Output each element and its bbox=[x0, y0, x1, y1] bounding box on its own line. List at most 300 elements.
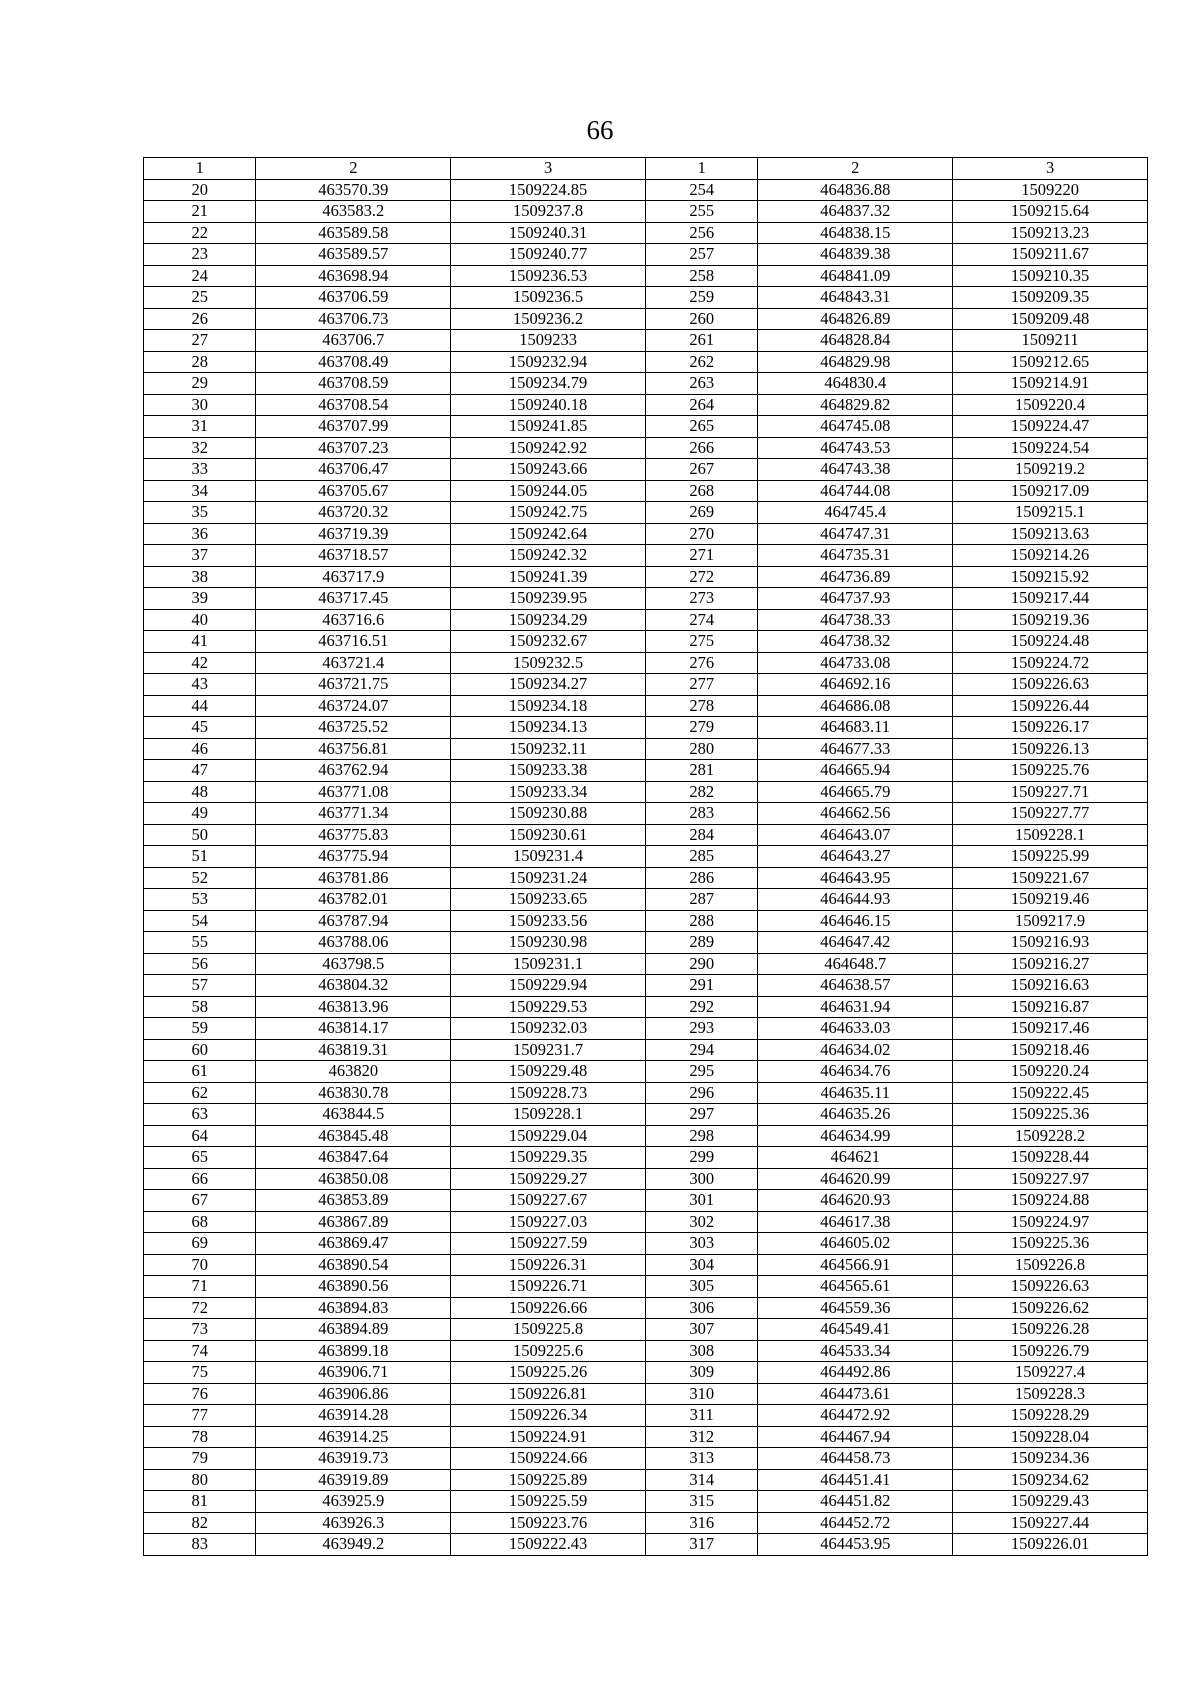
point-number-cell: 41 bbox=[144, 631, 256, 653]
table-row bbox=[144, 502, 1148, 524]
x-coordinate-cell: 463706.73 bbox=[256, 308, 451, 330]
y-coordinate-cell: 1509227.71 bbox=[953, 781, 1148, 803]
table-row bbox=[144, 760, 1148, 782]
point-number-cell: 279 bbox=[645, 717, 757, 739]
point-number-cell: 311 bbox=[645, 1405, 757, 1427]
point-number-cell: 301 bbox=[645, 1190, 757, 1212]
point-number-cell: 270 bbox=[645, 523, 757, 545]
point-number-cell: 71 bbox=[144, 1276, 256, 1298]
point-number-cell: 62 bbox=[144, 1082, 256, 1104]
point-number-cell: 57 bbox=[144, 975, 256, 997]
y-coordinate-cell: 1509226.81 bbox=[451, 1383, 646, 1405]
table-row bbox=[144, 1426, 1148, 1448]
x-coordinate-cell: 463925.9 bbox=[256, 1491, 451, 1513]
point-number-cell: 297 bbox=[645, 1104, 757, 1126]
header-cell: 1 bbox=[645, 158, 757, 180]
point-number-cell: 55 bbox=[144, 932, 256, 954]
y-coordinate-cell: 1509209.35 bbox=[953, 287, 1148, 309]
x-coordinate-cell: 463775.94 bbox=[256, 846, 451, 868]
x-coordinate-cell: 463894.89 bbox=[256, 1319, 451, 1341]
y-coordinate-cell: 1509233.38 bbox=[451, 760, 646, 782]
x-coordinate-cell: 463914.25 bbox=[256, 1426, 451, 1448]
y-coordinate-cell: 1509230.88 bbox=[451, 803, 646, 825]
x-coordinate-cell: 463698.94 bbox=[256, 265, 451, 287]
y-coordinate-cell: 1509241.39 bbox=[451, 566, 646, 588]
y-coordinate-cell: 1509220 bbox=[953, 179, 1148, 201]
y-coordinate-cell: 1509234.29 bbox=[451, 609, 646, 631]
y-coordinate-cell: 1509226.79 bbox=[953, 1340, 1148, 1362]
y-coordinate-cell: 1509213.23 bbox=[953, 222, 1148, 244]
y-coordinate-cell: 1509225.99 bbox=[953, 846, 1148, 868]
point-number-cell: 67 bbox=[144, 1190, 256, 1212]
x-coordinate-cell: 464451.82 bbox=[758, 1491, 953, 1513]
x-coordinate-cell: 463720.32 bbox=[256, 502, 451, 524]
x-coordinate-cell: 463756.81 bbox=[256, 738, 451, 760]
point-number-cell: 54 bbox=[144, 910, 256, 932]
y-coordinate-cell: 1509219.36 bbox=[953, 609, 1148, 631]
x-coordinate-cell: 464635.11 bbox=[758, 1082, 953, 1104]
table-row bbox=[144, 652, 1148, 674]
x-coordinate-cell: 464662.56 bbox=[758, 803, 953, 825]
table-row bbox=[144, 1147, 1148, 1169]
point-number-cell: 276 bbox=[645, 652, 757, 674]
point-number-cell: 22 bbox=[144, 222, 256, 244]
y-coordinate-cell: 1509243.66 bbox=[451, 459, 646, 481]
y-coordinate-cell: 1509233.34 bbox=[451, 781, 646, 803]
y-coordinate-cell: 1509222.45 bbox=[953, 1082, 1148, 1104]
point-number-cell: 308 bbox=[645, 1340, 757, 1362]
x-coordinate-cell: 463718.57 bbox=[256, 545, 451, 567]
table-row bbox=[144, 1405, 1148, 1427]
y-coordinate-cell: 1509236.5 bbox=[451, 287, 646, 309]
point-number-cell: 80 bbox=[144, 1469, 256, 1491]
y-coordinate-cell: 1509224.66 bbox=[451, 1448, 646, 1470]
x-coordinate-cell: 463894.83 bbox=[256, 1297, 451, 1319]
x-coordinate-cell: 464451.41 bbox=[758, 1469, 953, 1491]
table-row bbox=[144, 1233, 1148, 1255]
x-coordinate-cell: 464829.82 bbox=[758, 394, 953, 416]
point-number-cell: 274 bbox=[645, 609, 757, 631]
y-coordinate-cell: 1509228.3 bbox=[953, 1383, 1148, 1405]
y-coordinate-cell: 1509214.26 bbox=[953, 545, 1148, 567]
point-number-cell: 275 bbox=[645, 631, 757, 653]
x-coordinate-cell: 463708.54 bbox=[256, 394, 451, 416]
point-number-cell: 33 bbox=[144, 459, 256, 481]
point-number-cell: 21 bbox=[144, 201, 256, 223]
x-coordinate-cell: 463706.47 bbox=[256, 459, 451, 481]
header-cell: 3 bbox=[451, 158, 646, 180]
y-coordinate-cell: 1509226.8 bbox=[953, 1254, 1148, 1276]
y-coordinate-cell: 1509222.43 bbox=[451, 1534, 646, 1556]
y-coordinate-cell: 1509220.24 bbox=[953, 1061, 1148, 1083]
point-number-cell: 70 bbox=[144, 1254, 256, 1276]
point-number-cell: 259 bbox=[645, 287, 757, 309]
table-row bbox=[144, 351, 1148, 373]
point-number-cell: 35 bbox=[144, 502, 256, 524]
point-number-cell: 69 bbox=[144, 1233, 256, 1255]
point-number-cell: 46 bbox=[144, 738, 256, 760]
y-coordinate-cell: 1509223.76 bbox=[451, 1512, 646, 1534]
y-coordinate-cell: 1509225.8 bbox=[451, 1319, 646, 1341]
x-coordinate-cell: 464648.7 bbox=[758, 953, 953, 975]
y-coordinate-cell: 1509239.95 bbox=[451, 588, 646, 610]
y-coordinate-cell: 1509213.63 bbox=[953, 523, 1148, 545]
x-coordinate-cell: 463705.67 bbox=[256, 480, 451, 502]
table-row bbox=[144, 1168, 1148, 1190]
y-coordinate-cell: 1509242.64 bbox=[451, 523, 646, 545]
x-coordinate-cell: 463890.54 bbox=[256, 1254, 451, 1276]
x-coordinate-cell: 464837.32 bbox=[758, 201, 953, 223]
x-coordinate-cell: 463867.89 bbox=[256, 1211, 451, 1233]
point-number-cell: 273 bbox=[645, 588, 757, 610]
point-number-cell: 280 bbox=[645, 738, 757, 760]
y-coordinate-cell: 1509229.48 bbox=[451, 1061, 646, 1083]
point-number-cell: 77 bbox=[144, 1405, 256, 1427]
table-row bbox=[144, 1340, 1148, 1362]
point-number-cell: 32 bbox=[144, 437, 256, 459]
table-row bbox=[144, 695, 1148, 717]
y-coordinate-cell: 1509220.4 bbox=[953, 394, 1148, 416]
page-number: 66 bbox=[586, 115, 614, 145]
y-coordinate-cell: 1509228.29 bbox=[953, 1405, 1148, 1427]
point-number-cell: 78 bbox=[144, 1426, 256, 1448]
point-number-cell: 257 bbox=[645, 244, 757, 266]
x-coordinate-cell: 463719.39 bbox=[256, 523, 451, 545]
point-number-cell: 81 bbox=[144, 1491, 256, 1513]
point-number-cell: 291 bbox=[645, 975, 757, 997]
y-coordinate-cell: 1509227.67 bbox=[451, 1190, 646, 1212]
x-coordinate-cell: 464743.38 bbox=[758, 459, 953, 481]
y-coordinate-cell: 1509224.54 bbox=[953, 437, 1148, 459]
point-number-cell: 38 bbox=[144, 566, 256, 588]
table-row bbox=[144, 631, 1148, 653]
y-coordinate-cell: 1509225.89 bbox=[451, 1469, 646, 1491]
point-number-cell: 309 bbox=[645, 1362, 757, 1384]
x-coordinate-cell: 463717.45 bbox=[256, 588, 451, 610]
y-coordinate-cell: 1509230.61 bbox=[451, 824, 646, 846]
point-number-cell: 277 bbox=[645, 674, 757, 696]
point-number-cell: 61 bbox=[144, 1061, 256, 1083]
table-header-row bbox=[144, 158, 1148, 180]
x-coordinate-cell: 464492.86 bbox=[758, 1362, 953, 1384]
y-coordinate-cell: 1509234.62 bbox=[953, 1469, 1148, 1491]
x-coordinate-cell: 464620.99 bbox=[758, 1168, 953, 1190]
x-coordinate-cell: 464472.92 bbox=[758, 1405, 953, 1427]
y-coordinate-cell: 1509229.43 bbox=[953, 1491, 1148, 1513]
y-coordinate-cell: 1509229.53 bbox=[451, 996, 646, 1018]
x-coordinate-cell: 464841.09 bbox=[758, 265, 953, 287]
header-cell: 3 bbox=[953, 158, 1148, 180]
y-coordinate-cell: 1509231.4 bbox=[451, 846, 646, 868]
x-coordinate-cell: 464617.38 bbox=[758, 1211, 953, 1233]
y-coordinate-cell: 1509224.72 bbox=[953, 652, 1148, 674]
y-coordinate-cell: 1509241.85 bbox=[451, 416, 646, 438]
table-row bbox=[144, 889, 1148, 911]
y-coordinate-cell: 1509230.98 bbox=[451, 932, 646, 954]
point-number-cell: 73 bbox=[144, 1319, 256, 1341]
y-coordinate-cell: 1509226.63 bbox=[953, 674, 1148, 696]
y-coordinate-cell: 1509225.6 bbox=[451, 1340, 646, 1362]
x-coordinate-cell: 463706.7 bbox=[256, 330, 451, 352]
point-number-cell: 316 bbox=[645, 1512, 757, 1534]
table-row bbox=[144, 480, 1148, 502]
point-number-cell: 66 bbox=[144, 1168, 256, 1190]
header-cell: 2 bbox=[256, 158, 451, 180]
x-coordinate-cell: 464565.61 bbox=[758, 1276, 953, 1298]
x-coordinate-cell: 463782.01 bbox=[256, 889, 451, 911]
x-coordinate-cell: 463899.18 bbox=[256, 1340, 451, 1362]
point-number-cell: 307 bbox=[645, 1319, 757, 1341]
y-coordinate-cell: 1509224.88 bbox=[953, 1190, 1148, 1212]
x-coordinate-cell: 463914.28 bbox=[256, 1405, 451, 1427]
y-coordinate-cell: 1509224.48 bbox=[953, 631, 1148, 653]
point-number-cell: 256 bbox=[645, 222, 757, 244]
point-number-cell: 302 bbox=[645, 1211, 757, 1233]
y-coordinate-cell: 1509225.26 bbox=[451, 1362, 646, 1384]
x-coordinate-cell: 463919.73 bbox=[256, 1448, 451, 1470]
point-number-cell: 50 bbox=[144, 824, 256, 846]
y-coordinate-cell: 1509219.2 bbox=[953, 459, 1148, 481]
table-row bbox=[144, 717, 1148, 739]
table-row bbox=[144, 1018, 1148, 1040]
point-number-cell: 40 bbox=[144, 609, 256, 631]
x-coordinate-cell: 464745.08 bbox=[758, 416, 953, 438]
x-coordinate-cell: 464635.26 bbox=[758, 1104, 953, 1126]
point-number-cell: 254 bbox=[645, 179, 757, 201]
point-number-cell: 290 bbox=[645, 953, 757, 975]
x-coordinate-cell: 464683.11 bbox=[758, 717, 953, 739]
x-coordinate-cell: 463788.06 bbox=[256, 932, 451, 954]
point-number-cell: 296 bbox=[645, 1082, 757, 1104]
point-number-cell: 27 bbox=[144, 330, 256, 352]
x-coordinate-cell: 464738.33 bbox=[758, 609, 953, 631]
y-coordinate-cell: 1509215.1 bbox=[953, 502, 1148, 524]
table-row bbox=[144, 394, 1148, 416]
x-coordinate-cell: 464738.32 bbox=[758, 631, 953, 653]
point-number-cell: 42 bbox=[144, 652, 256, 674]
x-coordinate-cell: 463844.5 bbox=[256, 1104, 451, 1126]
x-coordinate-cell: 464826.89 bbox=[758, 308, 953, 330]
x-coordinate-cell: 463589.57 bbox=[256, 244, 451, 266]
coordinates-table bbox=[143, 157, 1148, 1556]
x-coordinate-cell: 464737.93 bbox=[758, 588, 953, 610]
y-coordinate-cell: 1509226.13 bbox=[953, 738, 1148, 760]
point-number-cell: 317 bbox=[645, 1534, 757, 1556]
point-number-cell: 49 bbox=[144, 803, 256, 825]
y-coordinate-cell: 1509228.73 bbox=[451, 1082, 646, 1104]
point-number-cell: 83 bbox=[144, 1534, 256, 1556]
y-coordinate-cell: 1509221.67 bbox=[953, 867, 1148, 889]
point-number-cell: 82 bbox=[144, 1512, 256, 1534]
table-row bbox=[144, 996, 1148, 1018]
y-coordinate-cell: 1509229.04 bbox=[451, 1125, 646, 1147]
point-number-cell: 313 bbox=[645, 1448, 757, 1470]
point-number-cell: 76 bbox=[144, 1383, 256, 1405]
table-row bbox=[144, 1039, 1148, 1061]
y-coordinate-cell: 1509215.64 bbox=[953, 201, 1148, 223]
x-coordinate-cell: 463847.64 bbox=[256, 1147, 451, 1169]
y-coordinate-cell: 1509228.2 bbox=[953, 1125, 1148, 1147]
table-row bbox=[144, 910, 1148, 932]
y-coordinate-cell: 1509210.35 bbox=[953, 265, 1148, 287]
y-coordinate-cell: 1509244.05 bbox=[451, 480, 646, 502]
y-coordinate-cell: 1509242.75 bbox=[451, 502, 646, 524]
x-coordinate-cell: 464665.79 bbox=[758, 781, 953, 803]
point-number-cell: 255 bbox=[645, 201, 757, 223]
y-coordinate-cell: 1509227.44 bbox=[953, 1512, 1148, 1534]
point-number-cell: 37 bbox=[144, 545, 256, 567]
table-row bbox=[144, 738, 1148, 760]
x-coordinate-cell: 464605.02 bbox=[758, 1233, 953, 1255]
point-number-cell: 269 bbox=[645, 502, 757, 524]
y-coordinate-cell: 1509211.67 bbox=[953, 244, 1148, 266]
point-number-cell: 283 bbox=[645, 803, 757, 825]
point-number-cell: 299 bbox=[645, 1147, 757, 1169]
y-coordinate-cell: 1509218.46 bbox=[953, 1039, 1148, 1061]
x-coordinate-cell: 464634.76 bbox=[758, 1061, 953, 1083]
x-coordinate-cell: 464692.16 bbox=[758, 674, 953, 696]
point-number-cell: 278 bbox=[645, 695, 757, 717]
y-coordinate-cell: 1509229.27 bbox=[451, 1168, 646, 1190]
x-coordinate-cell: 464643.07 bbox=[758, 824, 953, 846]
x-coordinate-cell: 463716.51 bbox=[256, 631, 451, 653]
table-row bbox=[144, 867, 1148, 889]
table-row bbox=[144, 1469, 1148, 1491]
point-number-cell: 51 bbox=[144, 846, 256, 868]
point-number-cell: 24 bbox=[144, 265, 256, 287]
x-coordinate-cell: 464631.94 bbox=[758, 996, 953, 1018]
table-row bbox=[144, 437, 1148, 459]
point-number-cell: 31 bbox=[144, 416, 256, 438]
x-coordinate-cell: 464473.61 bbox=[758, 1383, 953, 1405]
x-coordinate-cell: 463869.47 bbox=[256, 1233, 451, 1255]
y-coordinate-cell: 1509233.56 bbox=[451, 910, 646, 932]
x-coordinate-cell: 463919.89 bbox=[256, 1469, 451, 1491]
x-coordinate-cell: 464638.57 bbox=[758, 975, 953, 997]
table-row bbox=[144, 1082, 1148, 1104]
point-number-cell: 39 bbox=[144, 588, 256, 610]
table-row bbox=[144, 1061, 1148, 1083]
point-number-cell: 60 bbox=[144, 1039, 256, 1061]
x-coordinate-cell: 464686.08 bbox=[758, 695, 953, 717]
x-coordinate-cell: 464458.73 bbox=[758, 1448, 953, 1470]
table-row bbox=[144, 308, 1148, 330]
y-coordinate-cell: 1509227.03 bbox=[451, 1211, 646, 1233]
y-coordinate-cell: 1509233.65 bbox=[451, 889, 646, 911]
x-coordinate-cell: 463781.86 bbox=[256, 867, 451, 889]
x-coordinate-cell: 463798.5 bbox=[256, 953, 451, 975]
point-number-cell: 36 bbox=[144, 523, 256, 545]
y-coordinate-cell: 1509224.85 bbox=[451, 179, 646, 201]
x-coordinate-cell: 464745.4 bbox=[758, 502, 953, 524]
table-row bbox=[144, 566, 1148, 588]
y-coordinate-cell: 1509225.76 bbox=[953, 760, 1148, 782]
x-coordinate-cell: 464559.36 bbox=[758, 1297, 953, 1319]
x-coordinate-cell: 463717.9 bbox=[256, 566, 451, 588]
x-coordinate-cell: 464838.15 bbox=[758, 222, 953, 244]
point-number-cell: 58 bbox=[144, 996, 256, 1018]
y-coordinate-cell: 1509227.4 bbox=[953, 1362, 1148, 1384]
y-coordinate-cell: 1509234.13 bbox=[451, 717, 646, 739]
y-coordinate-cell: 1509232.5 bbox=[451, 652, 646, 674]
point-number-cell: 293 bbox=[645, 1018, 757, 1040]
point-number-cell: 289 bbox=[645, 932, 757, 954]
point-number-cell: 65 bbox=[144, 1147, 256, 1169]
x-coordinate-cell: 464744.08 bbox=[758, 480, 953, 502]
table-body bbox=[144, 179, 1148, 1555]
point-number-cell: 292 bbox=[645, 996, 757, 1018]
y-coordinate-cell: 1509226.34 bbox=[451, 1405, 646, 1427]
header-cell: 2 bbox=[758, 158, 953, 180]
x-coordinate-cell: 463771.08 bbox=[256, 781, 451, 803]
x-coordinate-cell: 464453.95 bbox=[758, 1534, 953, 1556]
header-cell: 1 bbox=[144, 158, 256, 180]
x-coordinate-cell: 464533.34 bbox=[758, 1340, 953, 1362]
x-coordinate-cell: 463707.99 bbox=[256, 416, 451, 438]
y-coordinate-cell: 1509225.36 bbox=[953, 1104, 1148, 1126]
y-coordinate-cell: 1509224.91 bbox=[451, 1426, 646, 1448]
table-row bbox=[144, 953, 1148, 975]
x-coordinate-cell: 463820 bbox=[256, 1061, 451, 1083]
y-coordinate-cell: 1509229.94 bbox=[451, 975, 646, 997]
y-coordinate-cell: 1509232.11 bbox=[451, 738, 646, 760]
y-coordinate-cell: 1509225.36 bbox=[953, 1233, 1148, 1255]
point-number-cell: 34 bbox=[144, 480, 256, 502]
point-number-cell: 304 bbox=[645, 1254, 757, 1276]
x-coordinate-cell: 463813.96 bbox=[256, 996, 451, 1018]
x-coordinate-cell: 463706.59 bbox=[256, 287, 451, 309]
y-coordinate-cell: 1509232.67 bbox=[451, 631, 646, 653]
point-number-cell: 271 bbox=[645, 545, 757, 567]
y-coordinate-cell: 1509228.1 bbox=[953, 824, 1148, 846]
x-coordinate-cell: 464621 bbox=[758, 1147, 953, 1169]
x-coordinate-cell: 463725.52 bbox=[256, 717, 451, 739]
x-coordinate-cell: 463708.49 bbox=[256, 351, 451, 373]
table-row bbox=[144, 1512, 1148, 1534]
y-coordinate-cell: 1509226.28 bbox=[953, 1319, 1148, 1341]
point-number-cell: 288 bbox=[645, 910, 757, 932]
x-coordinate-cell: 463949.2 bbox=[256, 1534, 451, 1556]
x-coordinate-cell: 464634.99 bbox=[758, 1125, 953, 1147]
point-number-cell: 312 bbox=[645, 1426, 757, 1448]
point-number-cell: 258 bbox=[645, 265, 757, 287]
x-coordinate-cell: 463814.17 bbox=[256, 1018, 451, 1040]
x-coordinate-cell: 463819.31 bbox=[256, 1039, 451, 1061]
x-coordinate-cell: 463906.71 bbox=[256, 1362, 451, 1384]
point-number-cell: 264 bbox=[645, 394, 757, 416]
point-number-cell: 314 bbox=[645, 1469, 757, 1491]
x-coordinate-cell: 464828.84 bbox=[758, 330, 953, 352]
x-coordinate-cell: 464634.02 bbox=[758, 1039, 953, 1061]
point-number-cell: 59 bbox=[144, 1018, 256, 1040]
x-coordinate-cell: 464677.33 bbox=[758, 738, 953, 760]
table-row bbox=[144, 1362, 1148, 1384]
y-coordinate-cell: 1509231.7 bbox=[451, 1039, 646, 1061]
table-row bbox=[144, 545, 1148, 567]
point-number-cell: 43 bbox=[144, 674, 256, 696]
point-number-cell: 265 bbox=[645, 416, 757, 438]
x-coordinate-cell: 463853.89 bbox=[256, 1190, 451, 1212]
point-number-cell: 56 bbox=[144, 953, 256, 975]
table-row bbox=[144, 824, 1148, 846]
x-coordinate-cell: 464736.89 bbox=[758, 566, 953, 588]
table-row bbox=[144, 287, 1148, 309]
point-number-cell: 267 bbox=[645, 459, 757, 481]
table-row bbox=[144, 330, 1148, 352]
x-coordinate-cell: 464830.4 bbox=[758, 373, 953, 395]
table-row bbox=[144, 932, 1148, 954]
point-number-cell: 294 bbox=[645, 1039, 757, 1061]
